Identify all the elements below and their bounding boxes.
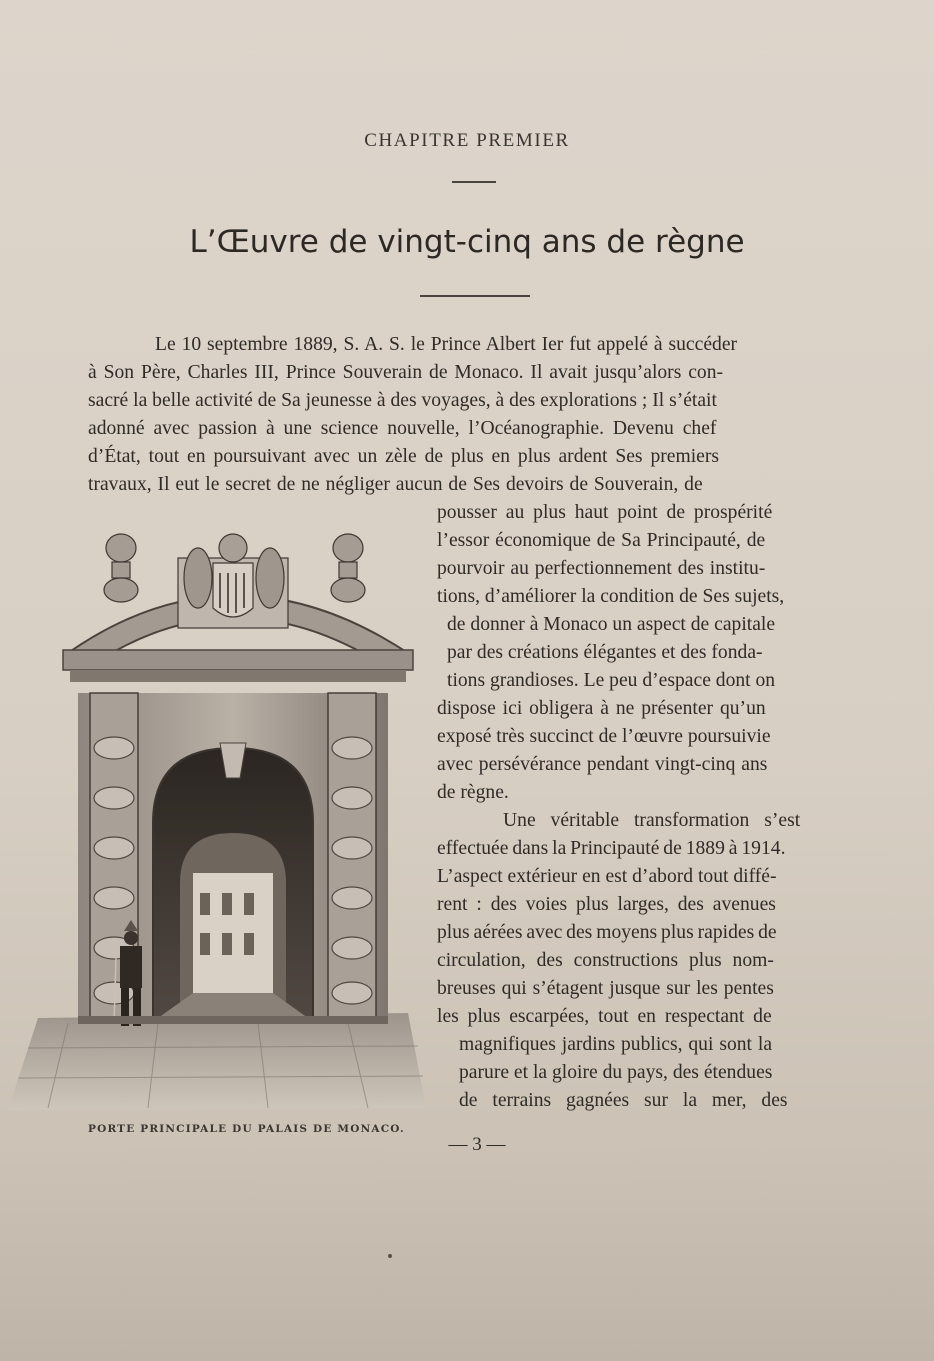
text-line: magnifiques jardins publics, qui sont la (459, 1034, 773, 1055)
text-line: l’essor économique de Sa Principauté, de (437, 530, 766, 551)
text-line: effectuée dans la Principauté de 1889 à 1914. (437, 838, 786, 859)
paper-speck (388, 1254, 392, 1258)
text-line: Une véritable transformation s’est (503, 810, 801, 831)
text-line: tions, d’améliorer la condition de Ses sujets, (437, 586, 785, 607)
text-line: L’aspect extérieur en est d’abord tout diffé- (437, 866, 777, 887)
text-line: d’État, tout en poursuivant avec un zèle de plus en plus ardent Ses premiers (88, 446, 719, 467)
palace-gate-illustration (8, 518, 428, 1118)
page-number: — 3 — (448, 1134, 506, 1155)
text-line: plus aérées avec des moyens plus rapides de (437, 922, 777, 943)
text-line: de donner à Monaco un aspect de capitale (447, 614, 776, 635)
title-divider (420, 295, 530, 297)
figure-caption: PORTE PRINCIPALE DU PALAIS DE MONACO. (88, 1123, 405, 1135)
chapter-title: L’Œuvre de vingt-cinq ans de règne (189, 224, 745, 260)
text-line: exposé très succinct de l’œuvre poursuivie (437, 726, 771, 747)
text-line: circulation, des constructions plus nom- (437, 950, 774, 971)
text-line: par des créations élégantes et des fonda- (447, 642, 763, 663)
text-line: travaux, Il eut le secret de ne négliger aucun de Ses devoirs de Souverain, de (88, 474, 703, 495)
text-line: rent : des voies plus larges, des avenues (437, 894, 776, 915)
text-line: sacré la belle activité de Sa jeunesse à des voyages, à des explorations ; Il s’était (88, 390, 717, 411)
chapter-divider (452, 181, 496, 183)
text-line: avec persévérance pendant vingt-cinq ans (437, 754, 768, 775)
text-line: à Son Père, Charles III, Prince Souverain de Monaco. Il avait jusqu’alors con- (88, 362, 724, 383)
text-line: pourvoir au perfectionnement des institu- (437, 558, 766, 579)
text-line: breuses qui s’étagent jusque sur les pentes (437, 978, 774, 999)
text-line: tions grandioses. Le peu d’espace dont on (447, 670, 776, 691)
text-line: de terrains gagnées sur la mer, des (459, 1090, 788, 1111)
text-line: dispose ici obligera à ne présenter qu’un (437, 698, 766, 719)
text-line: adonné avec passion à une science nouvelle, l’Océanographie. Devenu chef (88, 418, 717, 439)
chapter-heading: CHAPITRE PREMIER (364, 130, 570, 151)
text-line: Le 10 septembre 1889, S. A. S. le Prince Albert Ier fut appelé à succéder (155, 334, 738, 355)
text-line: de règne. (437, 782, 509, 803)
text-line: pousser au plus haut point de prospérité (437, 502, 773, 523)
text-line: les plus escarpées, tout en respectant de (437, 1006, 772, 1027)
text-line: parure et la gloire du pays, des étendues (459, 1062, 773, 1083)
